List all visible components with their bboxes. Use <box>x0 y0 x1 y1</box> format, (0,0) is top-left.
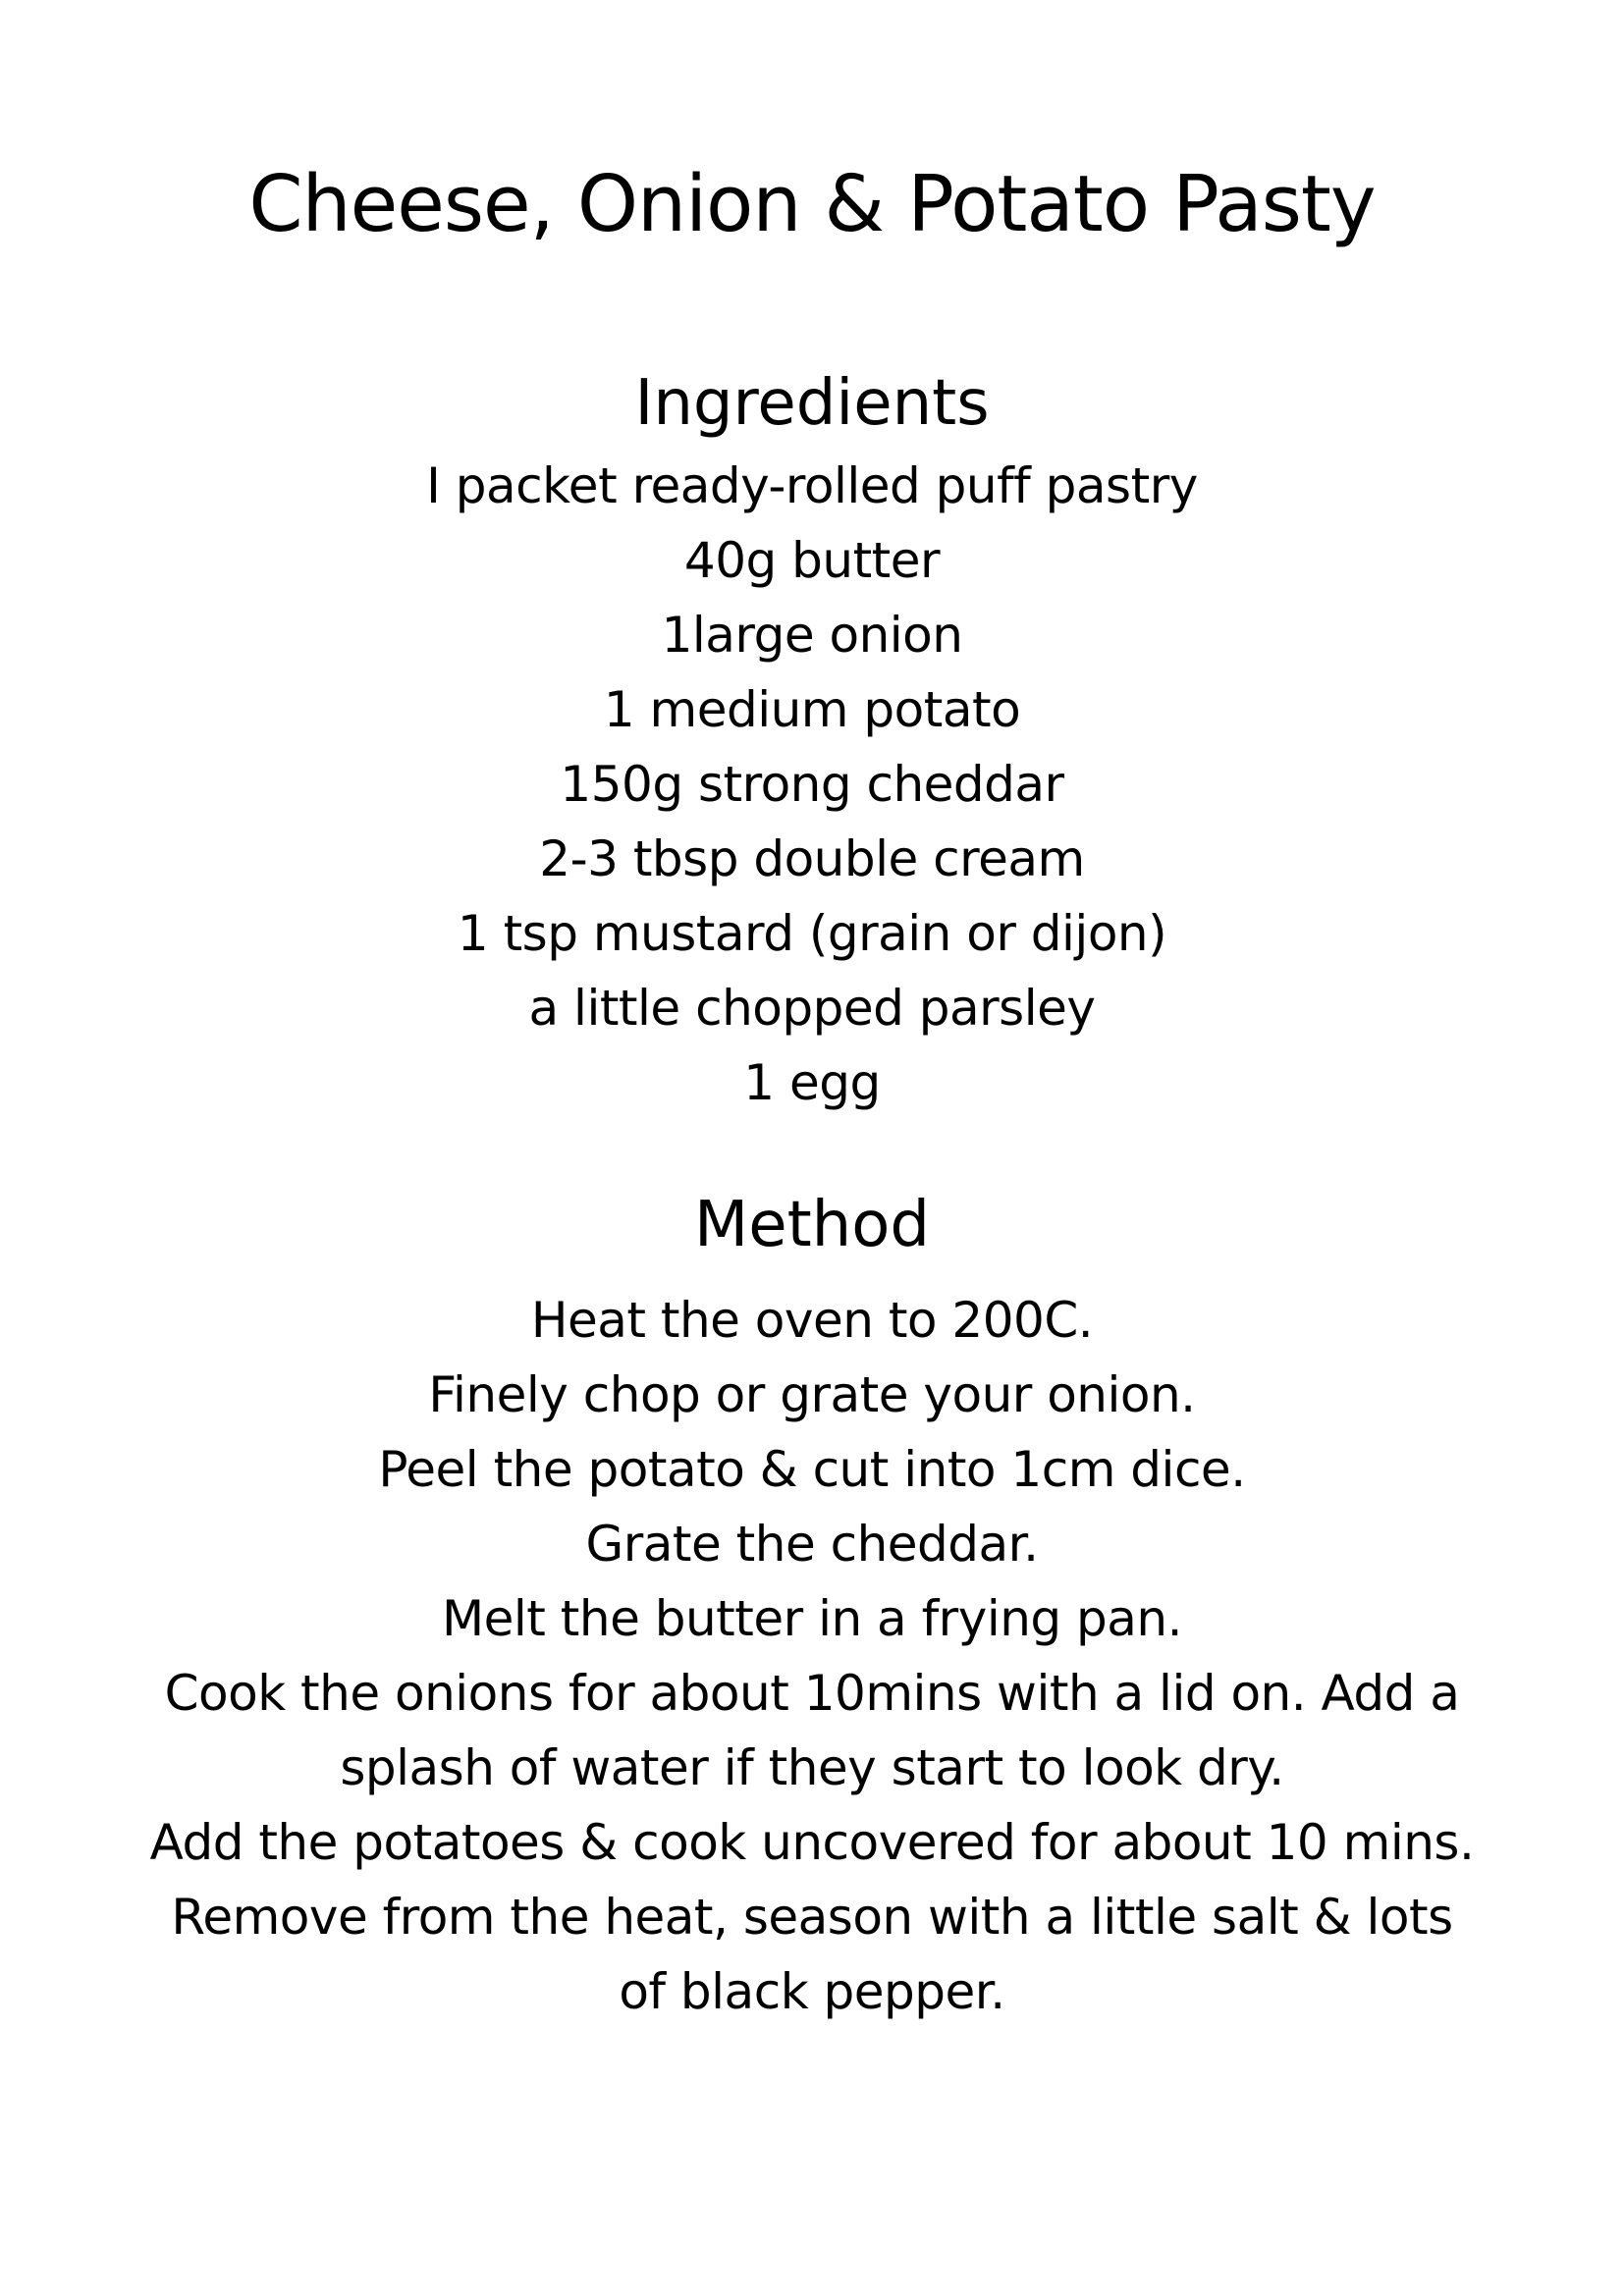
ingredients-heading: Ingredients <box>634 367 990 440</box>
method-step: Grate the cheddar. <box>585 1516 1039 1573</box>
ingredient-item: 1 medium potato <box>603 681 1021 738</box>
ingredient-item: 150g strong cheddar <box>560 756 1064 813</box>
method-step: Melt the butter in a frying pan. <box>441 1590 1183 1647</box>
ingredients-list <box>147 449 1477 1120</box>
method-step: Heat the oven to 200C. <box>530 1292 1094 1349</box>
method-list <box>147 1283 1477 2029</box>
ingredient-item: 1 tsp mustard (grain or dijon) <box>457 905 1167 962</box>
ingredient-item: a little chopped parsley <box>528 980 1096 1037</box>
method-step: Remove from the heat, season with a little salt & lots of black pepper. <box>171 1889 1453 2020</box>
ingredient-item: 1 egg <box>743 1054 881 1111</box>
recipe-title: Cheese, Onion & Potato Pasty <box>248 159 1376 249</box>
method-step: Finely chop or grate your onion. <box>428 1366 1196 1423</box>
ingredient-item: 2-3 tbsp double cream <box>539 830 1085 887</box>
ingredient-item: 40g butter <box>683 532 941 589</box>
method-step: Add the potatoes & cook uncovered for about 10 mins. <box>149 1814 1475 1871</box>
method-step: Peel the potato & cut into 1cm dice. <box>378 1441 1246 1498</box>
method-heading: Method <box>693 1189 931 1261</box>
ingredient-item: I packet ready-rolled puff pastry <box>426 457 1198 514</box>
method-step: Cook the onions for about 10mins with a lid on. Add a splash of water if they start to look dry. <box>164 1665 1460 1796</box>
ingredient-item: 1large onion <box>661 607 963 664</box>
